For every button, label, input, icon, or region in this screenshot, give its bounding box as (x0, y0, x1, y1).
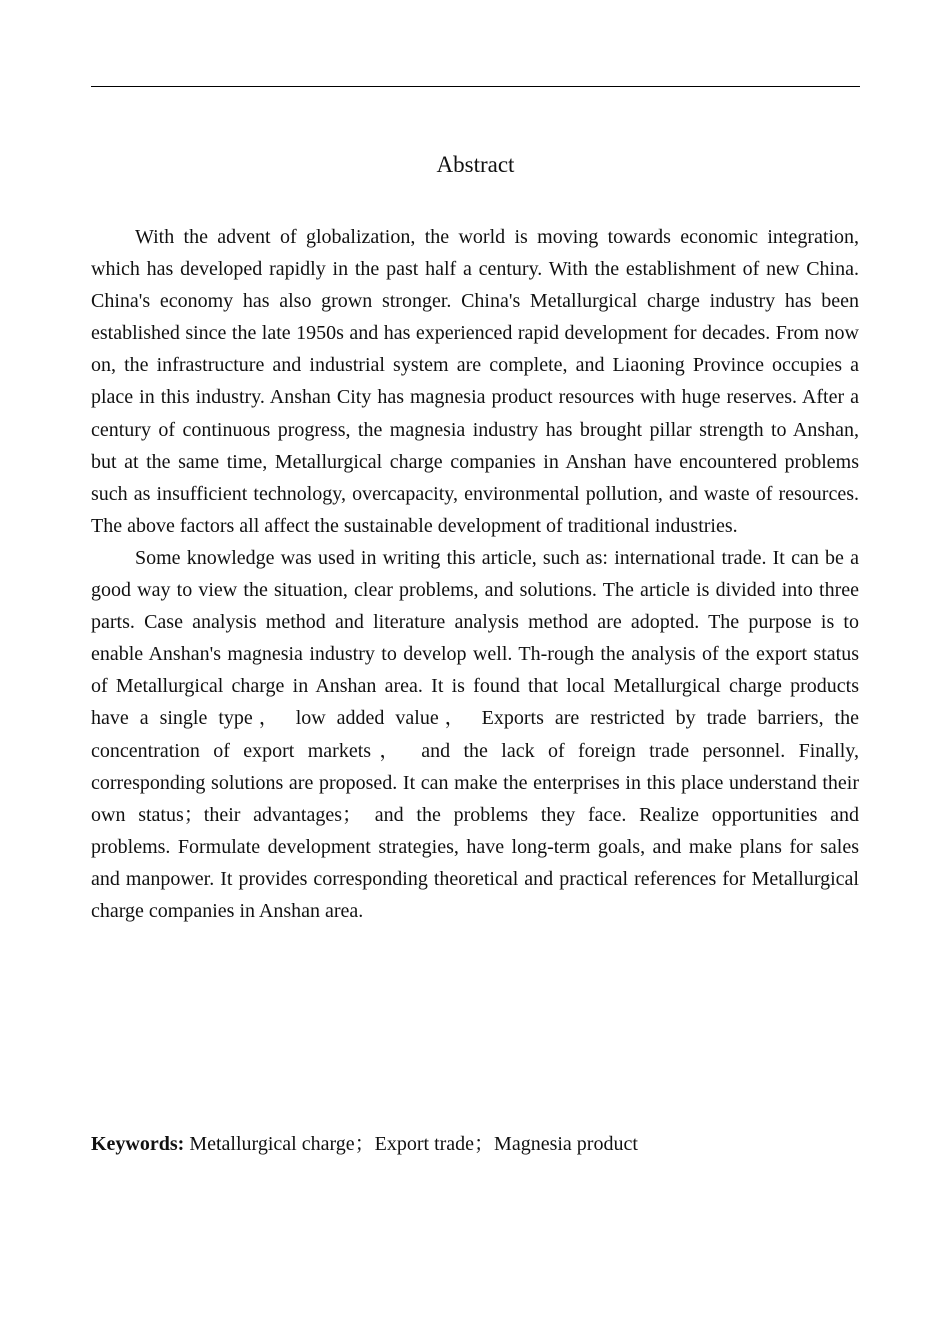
keywords-value: Metallurgical charge；Export trade；Magnesia product (189, 1133, 638, 1155)
abstract-paragraph-1: With the advent of globalization, the world is moving towards economic integration, which has developed rapidly in the past half a century. With the establishment of new China. China's economy has also grown stronger. China's Metallurgical charge industry has been established since the late 1950s and has experienced rapid development for decades. From now on, the infrastructure and industrial system are complete, and Liaoning Province occupies a place in this industry. Anshan City has magnesia product resources with huge reserves. After a century of continuous progress, the magnesia industry has brought pillar strength to Anshan, but at the same time, Metallurgical charge companies in Anshan have encountered problems such as insufficient technology, overcapacity, environmental pollution, and waste of resources. The above factors all affect the sustainable development of traditional industries. (91, 226, 859, 537)
keywords-label: Keywords: (91, 1133, 185, 1155)
keywords-line (91, 1128, 860, 1160)
page-title: Abstract (436, 152, 515, 177)
abstract-body (91, 221, 859, 927)
abstract-paragraph-2: Some knowledge was used in writing this article, such as: international trade. It can be a good way to view the situation, clear problems, and solutions. The article is divided into three parts. Case analysis method and literature analysis method are adopted. The purpose is to enable Anshan's magnesia industry to develop well. Th-rough the analysis of the export status of Metallurgical charge in Anshan area. It is found that local Metallurgical charge products have a single type， low added value， Exports are restricted by trade barriers, the concentration of export markets， and the lack of foreign trade personnel. Finally, corresponding solutions are proposed. It can make the enterprises in this place understand their own status；their advantages； and the problems they face. Realize opportunities and problems. Formulate development strategies, have long-term goals, and make plans for sales and manpower. It provides corresponding theoretical and practical references for Metallurgical charge companies in Anshan area. (91, 546, 859, 922)
header-rule (91, 86, 860, 87)
